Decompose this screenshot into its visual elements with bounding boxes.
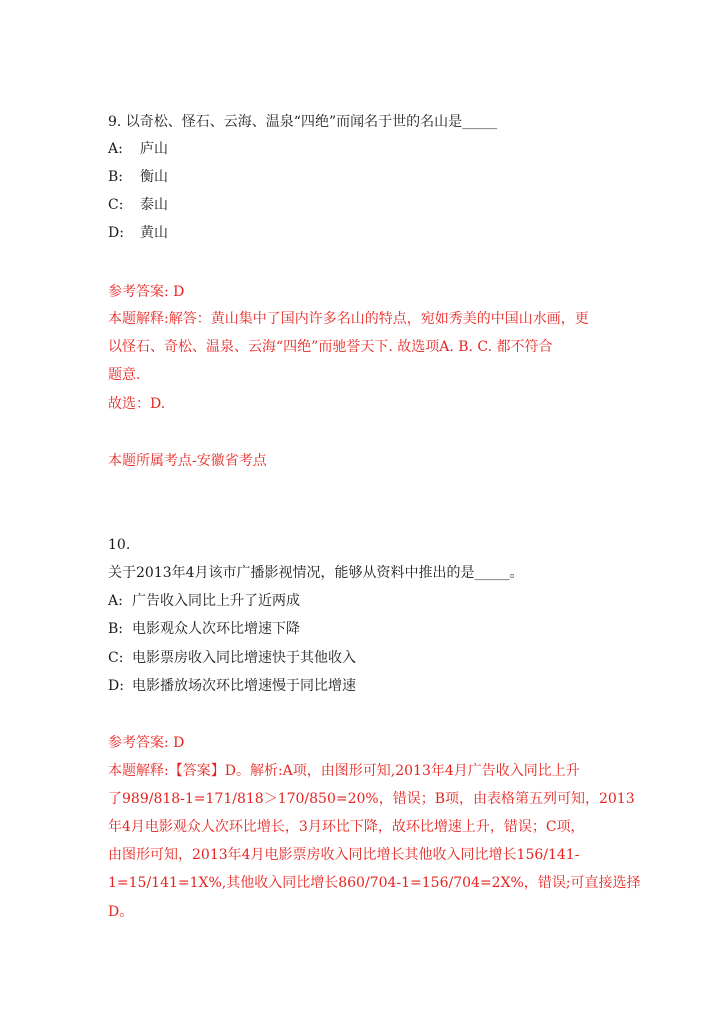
option-key: C:: [108, 650, 124, 666]
q10-option-b: [108, 619, 300, 639]
option-key: D:: [108, 678, 124, 694]
q9-explanation-line: 本题解释:解答：黄山集中了国内许多名山的特点，宛如秀美的中国山水画，更: [108, 311, 589, 327]
option-text: 泰山: [140, 197, 168, 213]
q10-option-d: [108, 676, 356, 696]
option-text: 电影播放场次环比增速慢于同比增速: [132, 678, 356, 694]
option-text: 电影观众人次环比增速下降: [132, 621, 300, 637]
option-key: D:: [108, 225, 124, 241]
option-text: 广告收入同比上升了近两成: [132, 593, 300, 609]
q10-option-a: [108, 591, 300, 611]
q9-option-a: [108, 139, 168, 159]
q10-explanation-line: D。: [108, 904, 134, 920]
option-key: A:: [108, 593, 123, 609]
q9-option-b: [108, 167, 168, 187]
q9-choice: 故选：D.: [108, 396, 166, 412]
q9-explanation-line: 以怪石、奇松、温泉、云海“四绝”而驰誉天下. 故选项A. B. C. 都不符合: [108, 339, 553, 355]
q9-explanation-line: 题意.: [108, 367, 141, 383]
q10-explanation-line: 由图形可知，2013年4月电影票房收入同比增长其他收入同比增长156/141-: [108, 847, 580, 863]
option-text: 黄山: [140, 225, 168, 241]
q9-answer: 参考答案: D: [108, 284, 185, 300]
q10-explanation-line: 本题解释:【答案】D。解析:A项，由图形可知,2013年4月广告收入同比上升: [108, 763, 580, 779]
q10-explanation-line: 年4月电影观众人次环比增长，3月环比下降，故环比增速上升，错误；C项，: [108, 819, 585, 835]
q9-option-d: [108, 223, 168, 243]
option-key: C:: [108, 197, 124, 213]
option-text: 电影票房收入同比增速快于其他收入: [132, 650, 356, 666]
q9-option-c: [108, 195, 168, 215]
option-text: 庐山: [140, 141, 168, 157]
q10-number: 10.: [108, 537, 131, 553]
q10-answer: 参考答案: D: [108, 735, 185, 751]
q9-question: 9. 以奇松、怪石、云海、温泉“四绝”而闻名于世的名山是_____: [108, 114, 498, 130]
q10-question: 关于2013年4月该市广播影视情况，能够从资料中推出的是_____。: [108, 565, 524, 581]
q10-explanation-line: 了989/818-1=171/818＞170/850=20%，错误；B项，由表格第五列可知，2013: [108, 791, 635, 807]
q10-option-c: [108, 648, 356, 668]
option-text: 衡山: [140, 169, 168, 185]
q10-explanation-line: 1=15/141=1X%,其他收入同比增长860/704-1=156/704=2X%，错误;可直接选择: [108, 875, 641, 891]
option-key: B:: [108, 621, 124, 637]
option-key: A:: [108, 141, 123, 157]
q9-topic: 本题所属考点-安徽省考点: [108, 453, 267, 469]
option-key: B:: [108, 169, 124, 185]
